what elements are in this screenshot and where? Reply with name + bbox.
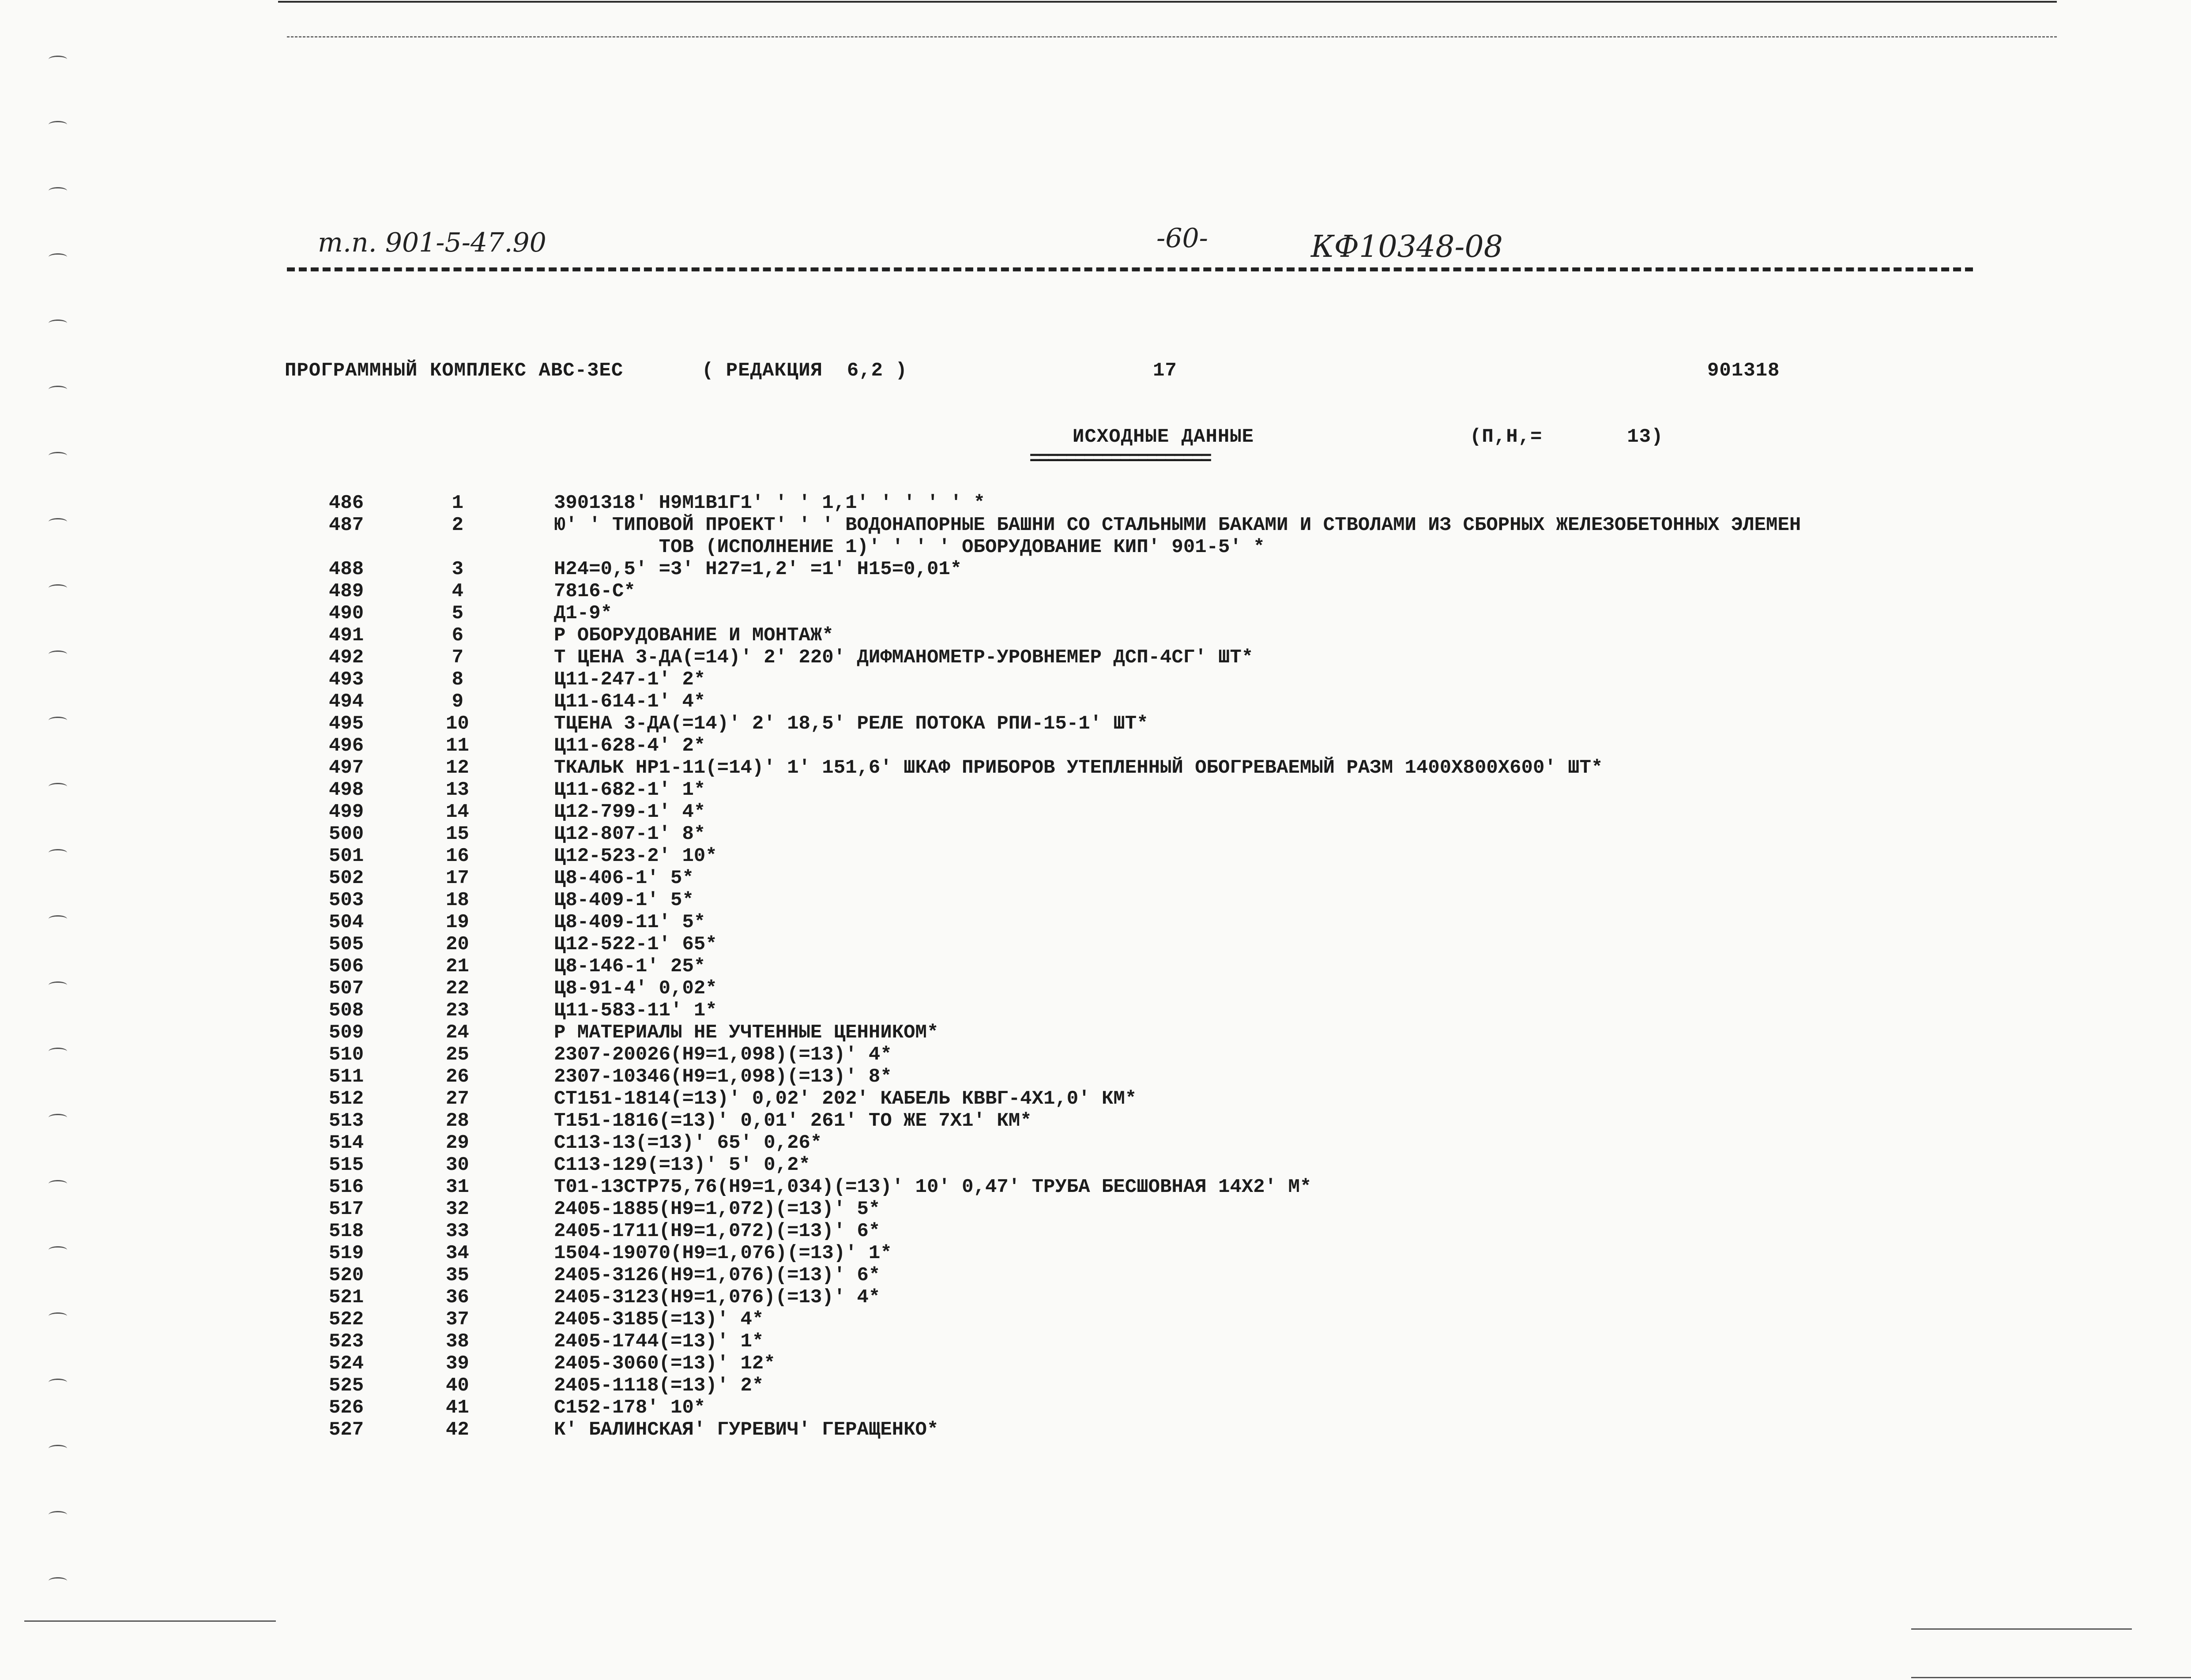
- row-seq-number: 22: [446, 977, 469, 1000]
- row-text: Ц12-807-1' 8*: [554, 823, 706, 845]
- row-seq-number: 1: [452, 492, 463, 514]
- row-text: Ц8-406-1' 5*: [554, 867, 694, 889]
- row-line-number: 518: [329, 1220, 364, 1242]
- list-item: [0, 1022, 2191, 1044]
- row-seq-number: 37: [446, 1308, 469, 1330]
- row-seq-number: 12: [446, 757, 469, 779]
- program-edition: ( РЕДАКЦИЯ 6,2 ): [702, 360, 907, 382]
- row-text: 2405-3126(Н9=1,076)(=13)' 6*: [554, 1264, 881, 1286]
- document-number: 901318: [1707, 360, 1780, 382]
- row-seq-number: 19: [446, 911, 469, 933]
- row-text: Д1-9*: [554, 602, 613, 624]
- row-line-number: 517: [329, 1198, 364, 1220]
- row-seq-number: 40: [446, 1375, 469, 1397]
- list-item: [0, 669, 2191, 691]
- row-text: 3901318' Н9М1В1Г1' ' ' 1,1' ' ' ' ' *: [554, 492, 985, 514]
- row-text: Ц11-583-11' 1*: [554, 1000, 717, 1022]
- list-item: [0, 1286, 2191, 1308]
- row-line-number: 489: [329, 580, 364, 602]
- row-line-number: 521: [329, 1286, 364, 1308]
- list-item: [0, 1375, 2191, 1397]
- row-text: 1504-19070(Н9=1,076)(=13)' 1*: [554, 1242, 892, 1264]
- row-text: Ц11-614-1' 4*: [554, 691, 706, 713]
- row-seq-number: 13: [446, 779, 469, 801]
- row-line-number: 490: [329, 602, 364, 624]
- row-line-number: 499: [329, 801, 364, 823]
- row-line-number: 524: [329, 1353, 364, 1375]
- row-seq-number: 10: [446, 713, 469, 735]
- row-seq-number: 23: [446, 1000, 469, 1022]
- row-seq-number: 29: [446, 1132, 469, 1154]
- row-text: ТОВ (ИСПОЛНЕНИЕ 1)' ' ' ' ОБОРУДОВАНИЕ КИП' 901-5' *: [554, 536, 1265, 558]
- row-text: ТЦЕНА 3-ДА(=14)' 2' 18,5' РЕЛЕ ПОТОКА РПИ-15-1' ШТ*: [554, 713, 1148, 735]
- stamp-project-number: т.п. 901-5-47.90: [318, 227, 546, 258]
- row-seq-number: 17: [446, 867, 469, 889]
- row-text: 2405-3123(Н9=1,076)(=13)' 4*: [554, 1286, 881, 1308]
- row-text: Р МАТЕРИАЛЫ НЕ УЧТЕННЫЕ ЦЕННИКОМ*: [554, 1022, 939, 1044]
- list-item: [0, 514, 2191, 536]
- row-seq-number: 30: [446, 1154, 469, 1176]
- stamp-dashed-rule: [287, 267, 1973, 271]
- row-line-number: 502: [329, 867, 364, 889]
- row-seq-number: 7: [452, 646, 463, 669]
- row-seq-number: 9: [452, 691, 463, 713]
- row-line-number: 497: [329, 757, 364, 779]
- row-text: 2405-3185(=13)' 4*: [554, 1308, 764, 1330]
- row-line-number: 503: [329, 889, 364, 911]
- list-item: [0, 492, 2191, 514]
- row-seq-number: 6: [452, 624, 463, 646]
- row-line-number: 492: [329, 646, 364, 669]
- row-line-number: 495: [329, 713, 364, 735]
- row-seq-number: 32: [446, 1198, 469, 1220]
- row-seq-number: 24: [446, 1022, 469, 1044]
- row-seq-number: 35: [446, 1264, 469, 1286]
- row-seq-number: 2: [452, 514, 463, 536]
- list-item: [0, 691, 2191, 713]
- list-item: [0, 911, 2191, 933]
- row-line-number: 498: [329, 779, 364, 801]
- row-text: 2307-10346(Н9=1,098)(=13)' 8*: [554, 1066, 892, 1088]
- row-seq-number: 8: [452, 669, 463, 691]
- row-seq-number: 18: [446, 889, 469, 911]
- row-text: Ц8-409-1' 5*: [554, 889, 694, 911]
- row-line-number: 506: [329, 955, 364, 977]
- row-seq-number: 11: [446, 735, 469, 757]
- row-line-number: 496: [329, 735, 364, 757]
- list-item: [0, 801, 2191, 823]
- row-line-number: 515: [329, 1154, 364, 1176]
- top-border-line: [278, 1, 2057, 3]
- row-text: Ц12-799-1' 4*: [554, 801, 706, 823]
- list-item: [0, 1176, 2191, 1198]
- row-seq-number: 31: [446, 1176, 469, 1198]
- row-line-number: 525: [329, 1375, 364, 1397]
- list-item: [0, 1044, 2191, 1066]
- list-item: [0, 1110, 2191, 1132]
- row-seq-number: 26: [446, 1066, 469, 1088]
- row-line-number: 505: [329, 933, 364, 955]
- row-line-number: 509: [329, 1022, 364, 1044]
- row-seq-number: 38: [446, 1330, 469, 1353]
- list-item: [0, 602, 2191, 624]
- row-text: 2405-1118(=13)' 2*: [554, 1375, 764, 1397]
- row-seq-number: 5: [452, 602, 463, 624]
- row-line-number: 523: [329, 1330, 364, 1353]
- row-line-number: 493: [329, 669, 364, 691]
- list-item: [0, 977, 2191, 1000]
- list-item: [0, 624, 2191, 646]
- row-line-number: 526: [329, 1397, 364, 1419]
- section-title: ИСХОДНЫЕ ДАННЫЕ: [1073, 426, 1254, 448]
- row-text: 7816-С*: [554, 580, 636, 602]
- row-line-number: 494: [329, 691, 364, 713]
- list-item: [0, 757, 2191, 779]
- row-seq-number: 36: [446, 1286, 469, 1308]
- list-item: [0, 823, 2191, 845]
- row-line-number: 527: [329, 1419, 364, 1441]
- row-line-number: 486: [329, 492, 364, 514]
- list-item: [0, 1000, 2191, 1022]
- row-line-number: 522: [329, 1308, 364, 1330]
- stamp-page-number: -60-: [1156, 223, 1208, 254]
- row-seq-number: 20: [446, 933, 469, 955]
- row-text: Ц12-523-2' 10*: [554, 845, 717, 867]
- row-text: 2307-20026(Н9=1,098)(=13)' 4*: [554, 1044, 892, 1066]
- list-item: [0, 1132, 2191, 1154]
- row-text: ТКАЛЬК НР1-11(=14)' 1' 151,6' ШКАФ ПРИБОРОВ УТЕПЛЕННЫЙ ОБОГРЕВАЕМЫЙ РАЗМ 1400Х800Х600' ШТ*: [554, 757, 1603, 779]
- row-text: Ю' ' ТИПОВОЙ ПРОЕКТ' ' ' ВОДОНАПОРНЫЕ БАШНИ СО СТАЛЬНЫМИ БАКАМИ И СТВОЛАМИ ИЗ СБОРНЫХ ЖЕЛЕЗОБЕТОННЫХ ЭЛЕМЕН: [554, 514, 1801, 536]
- list-item: [0, 933, 2191, 955]
- row-text: Т151-1816(=13)' 0,01' 261' ТО ЖЕ 7Х1' КМ*: [554, 1110, 1032, 1132]
- row-text: Р ОБОРУДОВАНИЕ И МОНТАЖ*: [554, 624, 834, 646]
- row-seq-number: 33: [446, 1220, 469, 1242]
- list-item: [0, 1198, 2191, 1220]
- row-line-number: 488: [329, 558, 364, 580]
- row-seq-number: 21: [446, 955, 469, 977]
- row-text: С152-178' 10*: [554, 1397, 706, 1419]
- list-item: [0, 1308, 2191, 1330]
- row-text: Н24=0,5' =3' Н27=1,2' =1' Н15=0,01*: [554, 558, 962, 580]
- row-seq-number: 42: [446, 1419, 469, 1441]
- row-line-number: 508: [329, 1000, 364, 1022]
- row-text: Ц8-91-4' 0,02*: [554, 977, 717, 1000]
- row-text: СТ151-1814(=13)' 0,02' 202' КАБЕЛЬ КВВГ-4Х1,0' КМ*: [554, 1088, 1137, 1110]
- row-seq-number: 28: [446, 1110, 469, 1132]
- list-item: [0, 580, 2191, 602]
- row-line-number: 520: [329, 1264, 364, 1286]
- row-seq-number: 15: [446, 823, 469, 845]
- row-text: Т ЦЕНА 3-ДА(=14)' 2' 220' ДИФМАНОМЕТР-УРОВНЕМЕР ДСП-4СГ' ШТ*: [554, 646, 1254, 669]
- list-item: [0, 1353, 2191, 1375]
- section-underline: ====================: [1029, 448, 1210, 470]
- row-text: 2405-1744(=13)' 1*: [554, 1330, 764, 1353]
- row-line-number: 512: [329, 1088, 364, 1110]
- list-item: [0, 1088, 2191, 1110]
- row-text: 2405-3060(=13)' 12*: [554, 1353, 776, 1375]
- row-line-number: 516: [329, 1176, 364, 1198]
- list-item: [0, 1330, 2191, 1353]
- row-line-number: 511: [329, 1066, 364, 1088]
- row-text: 2405-1885(Н9=1,072)(=13)' 5*: [554, 1198, 881, 1220]
- list-item: [0, 867, 2191, 889]
- row-seq-number: 16: [446, 845, 469, 867]
- row-line-number: 500: [329, 823, 364, 845]
- list-item: [0, 1264, 2191, 1286]
- row-text: К' БАЛИНСКАЯ' ГУРЕВИЧ' ГЕРАЩЕНКО*: [554, 1419, 939, 1441]
- top-dashed-line: [287, 36, 2057, 38]
- row-line-number: 501: [329, 845, 364, 867]
- list-item: [0, 779, 2191, 801]
- row-seq-number: 25: [446, 1044, 469, 1066]
- stamp-code: КФ10348-08: [1311, 229, 1503, 264]
- row-text: 2405-1711(Н9=1,072)(=13)' 6*: [554, 1220, 881, 1242]
- row-text: Ц11-682-1' 1*: [554, 779, 706, 801]
- bottom-right-line: [1911, 1628, 2132, 1630]
- list-item: [0, 845, 2191, 867]
- list-item: [0, 713, 2191, 735]
- row-line-number: 514: [329, 1132, 364, 1154]
- row-text: Ц8-409-11' 5*: [554, 911, 706, 933]
- row-line-number: 487: [329, 514, 364, 536]
- list-item: [0, 955, 2191, 977]
- bottom-right-line-2: [1911, 1677, 2191, 1678]
- row-seq-number: 3: [452, 558, 463, 580]
- program-name: ПРОГРАММНЫЙ КОМПЛЕКС АВС-3ЕС: [285, 360, 624, 382]
- page-number: 17: [1153, 360, 1177, 382]
- list-item: [0, 1397, 2191, 1419]
- list-item: [0, 558, 2191, 580]
- row-text: С113-129(=13)' 5' 0,2*: [554, 1154, 810, 1176]
- row-line-number: 510: [329, 1044, 364, 1066]
- list-item: [0, 1419, 2191, 1441]
- row-text: Ц11-628-4' 2*: [554, 735, 706, 757]
- row-text: С113-13(=13)' 65' 0,26*: [554, 1132, 822, 1154]
- row-seq-number: 14: [446, 801, 469, 823]
- list-item: [0, 1242, 2191, 1264]
- list-item: [0, 1220, 2191, 1242]
- list-item: [0, 1066, 2191, 1088]
- section-param: (П,Н,= 13): [1470, 426, 1664, 448]
- row-text: Ц12-522-1' 65*: [554, 933, 717, 955]
- list-item: [0, 536, 2191, 558]
- row-line-number: 519: [329, 1242, 364, 1264]
- row-text: Ц8-146-1' 25*: [554, 955, 706, 977]
- row-seq-number: 4: [452, 580, 463, 602]
- row-seq-number: 41: [446, 1397, 469, 1419]
- row-seq-number: 34: [446, 1242, 469, 1264]
- row-line-number: 507: [329, 977, 364, 1000]
- row-line-number: 504: [329, 911, 364, 933]
- row-seq-number: 27: [446, 1088, 469, 1110]
- list-item: [0, 1154, 2191, 1176]
- row-text: Т01-13СТР75,76(Н9=1,034)(=13)' 10' 0,47' ТРУБА БЕСШОВНАЯ 14Х2' М*: [554, 1176, 1312, 1198]
- list-item: [0, 735, 2191, 757]
- row-line-number: 513: [329, 1110, 364, 1132]
- row-seq-number: 39: [446, 1353, 469, 1375]
- row-line-number: 491: [329, 624, 364, 646]
- row-text: Ц11-247-1' 2*: [554, 669, 706, 691]
- list-item: [0, 889, 2191, 911]
- list-item: [0, 646, 2191, 669]
